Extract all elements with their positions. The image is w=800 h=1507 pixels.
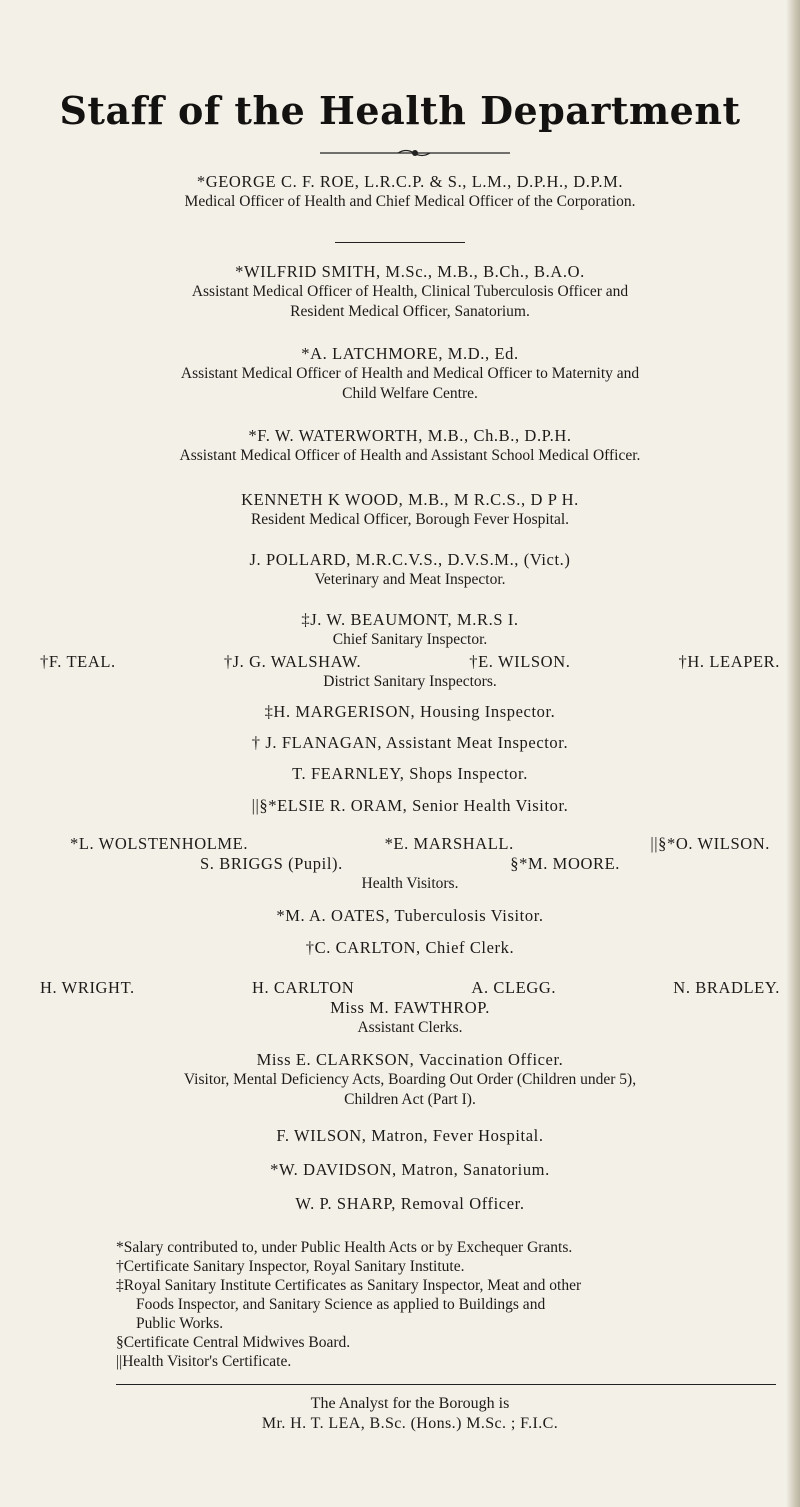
matron-fever-hospital: F. WILSON, Matron, Fever Hospital.: [276, 1126, 544, 1145]
clerks-label: Assistant Clerks.: [357, 1019, 463, 1036]
staff-role: Medical Officer of Health and Chief Medical Officer of the Corporation.: [184, 193, 636, 210]
inspector-name: †H. LEAPER.: [678, 652, 780, 671]
footnote: ‡Royal Sanitary Institute Certificates as Sanitary Inspector, Meat and other: [116, 1277, 582, 1294]
health-visitors-label: Health Visitors.: [361, 875, 459, 892]
inspector-entry: T. FEARNLEY, Shops Inspector.: [292, 764, 528, 783]
staff-entry-pollard: [40, 550, 780, 590]
footnote: *Salary contributed to, under Public Health Acts or by Exchequer Grants.: [116, 1239, 573, 1256]
clerks-line1: [40, 978, 780, 998]
clerk-fawthrop: Miss M. FAWTHROP.: [330, 998, 490, 1017]
staff-name: Miss E. CLARKSON, Vaccination Officer.: [256, 1050, 564, 1069]
page-edge-shadow: [786, 0, 800, 1507]
staff-entry-roe: [40, 172, 780, 212]
district-inspectors-names: [40, 652, 780, 672]
inspector-name: †E. WILSON.: [469, 652, 571, 671]
staff-name: *F. W. WATERWORTH, M.B., Ch.B., D.P.H.: [248, 426, 572, 445]
staff-name: ‡J. W. BEAUMONT, M.R.S I.: [301, 610, 519, 629]
staff-role: Assistant Medical Officer of Health, Clinical Tuberculosis Officer and: [191, 283, 629, 300]
chief-clerk: †C. CARLTON, Chief Clerk.: [305, 938, 515, 957]
staff-role-cont: Resident Medical Officer, Sanatorium.: [290, 303, 530, 320]
staff-name: KENNETH K WOOD, M.B., M R.C.S., D P H.: [241, 490, 579, 509]
district-inspectors-label: District Sanitary Inspectors.: [323, 673, 497, 690]
visitor-name: S. BRIGGS (Pupil).: [200, 854, 343, 873]
inspector-entry: ‡H. MARGERISON, Housing Inspector.: [264, 702, 556, 721]
staff-name: J. POLLARD, M.R.C.V.S., D.V.S.M., (Vict.): [249, 550, 571, 569]
analyst-line2: Mr. H. T. LEA, B.Sc. (Hons.) M.Sc. ; F.I.C.: [261, 1415, 559, 1432]
staff-role: Resident Medical Officer, Borough Fever Hospital.: [250, 511, 570, 528]
analyst-line1: The Analyst for the Borough is: [310, 1395, 510, 1412]
footnote: †Certificate Sanitary Inspector, Royal Sanitary Institute.: [116, 1258, 465, 1275]
staff-entry-wood: [40, 490, 780, 530]
staff-entry-waterworth: [40, 426, 780, 466]
footnote-cont: Foods Inspector, and Sanitary Science as applied to Buildings and: [136, 1296, 546, 1313]
visitor-name: §*M. MOORE.: [510, 854, 620, 873]
visitor-name: ||§*O. WILSON.: [650, 834, 770, 853]
clerk-name: A. CLEGG.: [471, 978, 557, 997]
staff-name: *A. LATCHMORE, M.D., Ed.: [301, 344, 519, 363]
footer-rule: [116, 1384, 776, 1385]
staff-role: Assistant Medical Officer of Health and Medical Officer to Maternity and: [180, 365, 640, 382]
staff-entry-smith: [40, 262, 780, 322]
staff-role: Assistant Medical Officer of Health and Assistant School Medical Officer.: [179, 447, 641, 464]
staff-name: *GEORGE C. F. ROE, L.R.C.P. & S., L.M., D.P.H., D.P.M.: [196, 172, 624, 191]
footnotes: [116, 1238, 766, 1371]
staff-role: Chief Sanitary Inspector.: [332, 631, 488, 648]
section-rule: [335, 242, 465, 243]
staff-name: *WILFRID SMITH, M.Sc., M.B., B.Ch., B.A.O.: [235, 262, 585, 281]
divider-ornament: [320, 148, 510, 158]
clerk-name: N. BRADLEY.: [673, 978, 780, 997]
footnote-cont: Public Works.: [136, 1315, 224, 1332]
footnote: §Certificate Central Midwives Board.: [116, 1334, 351, 1351]
staff-role-cont: Child Welfare Centre.: [342, 385, 478, 402]
staff-entry-beaumont: [40, 610, 780, 650]
health-visitors-line1: [70, 834, 770, 854]
staff-role: Veterinary and Meat Inspector.: [314, 571, 506, 588]
health-visitors-line2: [200, 854, 620, 874]
clerk-name: H. WRIGHT.: [40, 978, 135, 997]
inspector-entry: ||§*ELSIE R. ORAM, Senior Health Visitor.: [251, 796, 569, 815]
footnote: ||Health Visitor's Certificate.: [116, 1353, 292, 1370]
staff-role-cont: Children Act (Part I).: [344, 1091, 476, 1108]
tb-visitor: *M. A. OATES, Tuberculosis Visitor.: [276, 906, 544, 925]
clerk-name: H. CARLTON: [251, 978, 355, 997]
vaccination-officer-entry: [40, 1050, 780, 1110]
staff-role: Visitor, Mental Deficiency Acts, Boarding Out Order (Children under 5),: [183, 1071, 637, 1088]
staff-entry-latchmore: [40, 344, 780, 404]
inspector-name: †J. G. WALSHAW.: [223, 652, 362, 671]
visitor-name: *E. MARSHALL.: [384, 834, 514, 853]
inspector-entry: † J. FLANAGAN, Assistant Meat Inspector.: [251, 733, 569, 752]
inspector-name: †F. TEAL.: [40, 652, 116, 671]
removal-officer: W. P. SHARP, Removal Officer.: [295, 1194, 525, 1213]
matron-sanatorium: *W. DAVIDSON, Matron, Sanatorium.: [270, 1160, 550, 1179]
visitor-name: *L. WOLSTENHOLME.: [70, 834, 249, 853]
page-title: Staff of the Health Department: [59, 88, 741, 133]
